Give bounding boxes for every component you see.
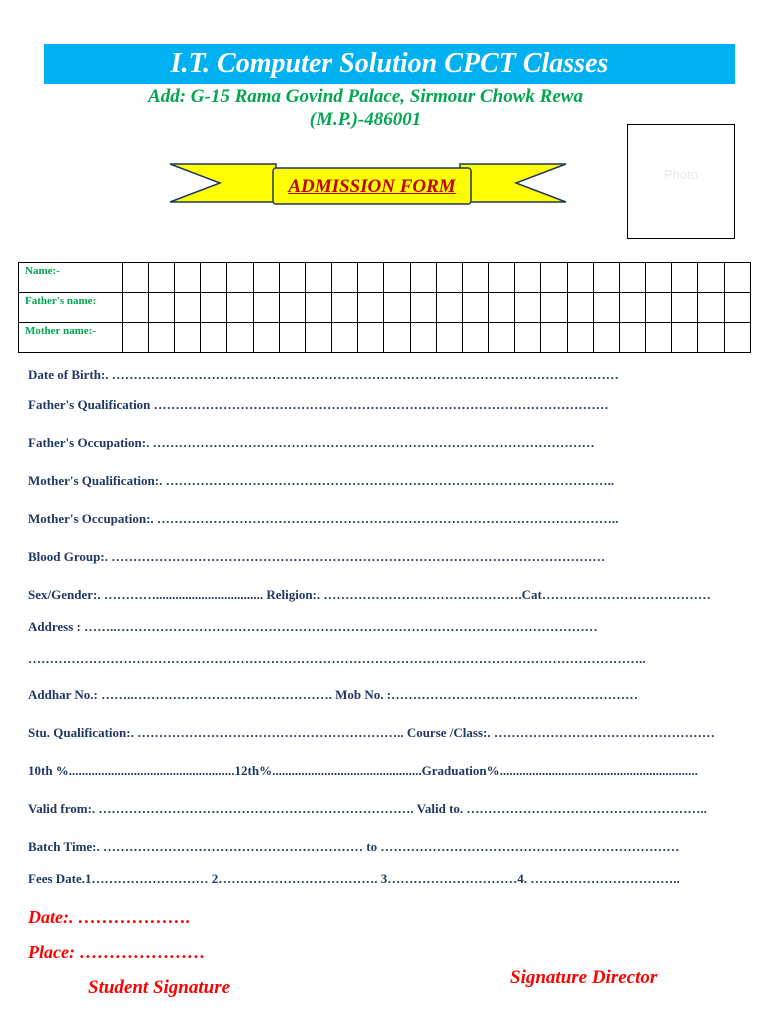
percentage-field[interactable]: 10th %...................................................12th%..............................................Graduation%............................................................. [28, 763, 698, 778]
grid-cell[interactable] [515, 293, 541, 323]
mother-name-row [19, 323, 751, 353]
grid-cell[interactable] [410, 323, 436, 353]
name-grid [18, 262, 751, 353]
grid-cell[interactable] [489, 293, 515, 323]
grid-cell[interactable] [489, 323, 515, 353]
photo-box[interactable] [627, 124, 735, 239]
grid-cell[interactable] [462, 323, 488, 353]
grid-cell[interactable] [567, 323, 593, 353]
grid-cell[interactable] [724, 323, 750, 353]
grid-cell[interactable] [175, 293, 201, 323]
grid-cell[interactable] [227, 263, 253, 293]
grid-cell[interactable] [201, 293, 227, 323]
grid-cell[interactable] [358, 293, 384, 323]
father-qualification-field[interactable]: Father's Qualification …………………………………………………………………………………………… [28, 397, 609, 412]
batch-time-field[interactable]: Batch Time:. …………………………………………………… to …………………………………………………………… [28, 839, 680, 854]
grid-cell[interactable] [253, 263, 279, 293]
address-field[interactable]: Address : ……..………………………………………………………………………………………………… [28, 619, 598, 634]
address-field-line-2[interactable]: …………………………………………………………………………………………………………………………….. [28, 651, 646, 666]
blood-group-field[interactable]: Blood Group:. …………………………………………………………………………………………………… [28, 549, 606, 564]
grid-cell[interactable] [384, 263, 410, 293]
admission-form-title: ADMISSION FORM [288, 176, 456, 197]
address-line-1: Add: G-15 Rama Govind Palace, Sirmour Chowk Rewa [148, 86, 583, 107]
grid-cell[interactable] [227, 293, 253, 323]
grid-cell[interactable] [122, 323, 148, 353]
date-field[interactable]: Date:. ………………. [28, 907, 191, 927]
father-occupation-field[interactable]: Father's Occupation:. ………………………………………………………………………………………… [28, 435, 595, 450]
grid-cell[interactable] [436, 263, 462, 293]
grid-label-mother-name: Mother name:- [19, 323, 123, 353]
grid-cell[interactable] [672, 323, 698, 353]
director-signature-label: Signature Director [510, 967, 658, 988]
grid-cell[interactable] [646, 323, 672, 353]
aadhar-mobile-field[interactable]: Addhar No.: ……..………………………………………. Mob No. :………………………………………………… [28, 687, 639, 702]
photo-label: Photo [664, 167, 698, 182]
grid-cell[interactable] [489, 263, 515, 293]
grid-cell[interactable] [436, 323, 462, 353]
grid-cell[interactable] [593, 323, 619, 353]
grid-cell[interactable] [462, 293, 488, 323]
grid-cell[interactable] [515, 263, 541, 293]
grid-cell[interactable] [462, 263, 488, 293]
grid-cell[interactable] [227, 323, 253, 353]
grid-cell[interactable] [253, 293, 279, 323]
grid-cell[interactable] [541, 293, 567, 323]
grid-cell[interactable] [567, 293, 593, 323]
grid-cell[interactable] [724, 263, 750, 293]
grid-cell[interactable] [122, 293, 148, 323]
grid-cell[interactable] [201, 263, 227, 293]
grid-cell[interactable] [332, 293, 358, 323]
place-field[interactable]: Place: ………………… [28, 942, 206, 962]
grid-cell[interactable] [148, 323, 174, 353]
grid-cell[interactable] [541, 263, 567, 293]
grid-label-father-name: Father's name: [19, 293, 123, 323]
grid-cell[interactable] [122, 263, 148, 293]
grid-cell[interactable] [646, 263, 672, 293]
name-row [19, 263, 751, 293]
grid-cell[interactable] [384, 323, 410, 353]
grid-cell[interactable] [332, 263, 358, 293]
grid-cell[interactable] [410, 293, 436, 323]
grid-cell[interactable] [698, 323, 724, 353]
grid-cell[interactable] [698, 293, 724, 323]
institute-title: I.T. Computer Solution CPCT Classes [44, 44, 735, 84]
grid-cell[interactable] [358, 263, 384, 293]
grid-cell[interactable] [436, 293, 462, 323]
grid-cell[interactable] [619, 323, 645, 353]
grid-cell[interactable] [384, 293, 410, 323]
valid-dates-field[interactable]: Valid from:. ………………………………………………………………. Valid to. ……………………………………………….. [28, 801, 707, 816]
sex-religion-cat-field[interactable]: Sex/Gender:. …………................................. Religion:. ……………………………………….Cat………………………………… [28, 587, 711, 602]
grid-cell[interactable] [672, 263, 698, 293]
grid-cell[interactable] [175, 323, 201, 353]
grid-cell[interactable] [279, 263, 305, 293]
grid-cell[interactable] [332, 323, 358, 353]
grid-cell[interactable] [175, 263, 201, 293]
dob-field[interactable]: Date of Birth:. ……………………………………………………………………………………………………… [28, 367, 619, 382]
grid-cell[interactable] [593, 293, 619, 323]
grid-cell[interactable] [515, 323, 541, 353]
grid-cell[interactable] [279, 323, 305, 353]
grid-cell[interactable] [541, 323, 567, 353]
mother-qualification-field[interactable]: Mother's Qualification:. ………………………………………………………………………………………….. [28, 473, 615, 488]
student-signature-label: Student Signature [88, 977, 231, 998]
grid-cell[interactable] [305, 293, 331, 323]
grid-cell[interactable] [305, 323, 331, 353]
grid-cell[interactable] [305, 263, 331, 293]
grid-cell[interactable] [619, 293, 645, 323]
grid-cell[interactable] [201, 323, 227, 353]
grid-cell[interactable] [148, 293, 174, 323]
grid-cell[interactable] [253, 323, 279, 353]
fees-date-field[interactable]: Fees Date.1……………………… 2………………………………. 3…………………………4. …………………………….. [28, 871, 680, 886]
grid-cell[interactable] [698, 263, 724, 293]
qualification-course-field[interactable]: Stu. Qualification:. …………………………………………………….. Course /Class:. …………………………………………… [28, 725, 715, 740]
address-line-2: (M.P.)-486001 [309, 109, 422, 130]
grid-label-name: Name:- [19, 263, 123, 293]
grid-cell[interactable] [410, 263, 436, 293]
grid-cell[interactable] [724, 293, 750, 323]
grid-cell[interactable] [646, 293, 672, 323]
grid-cell[interactable] [148, 263, 174, 293]
mother-occupation-field[interactable]: Mother's Occupation:. …………………………………………………………………………………………….. [28, 511, 619, 526]
father-name-row [19, 293, 751, 323]
grid-cell[interactable] [279, 293, 305, 323]
grid-cell[interactable] [593, 263, 619, 293]
grid-cell[interactable] [567, 263, 593, 293]
grid-cell[interactable] [619, 263, 645, 293]
grid-cell[interactable] [672, 293, 698, 323]
grid-cell[interactable] [358, 323, 384, 353]
